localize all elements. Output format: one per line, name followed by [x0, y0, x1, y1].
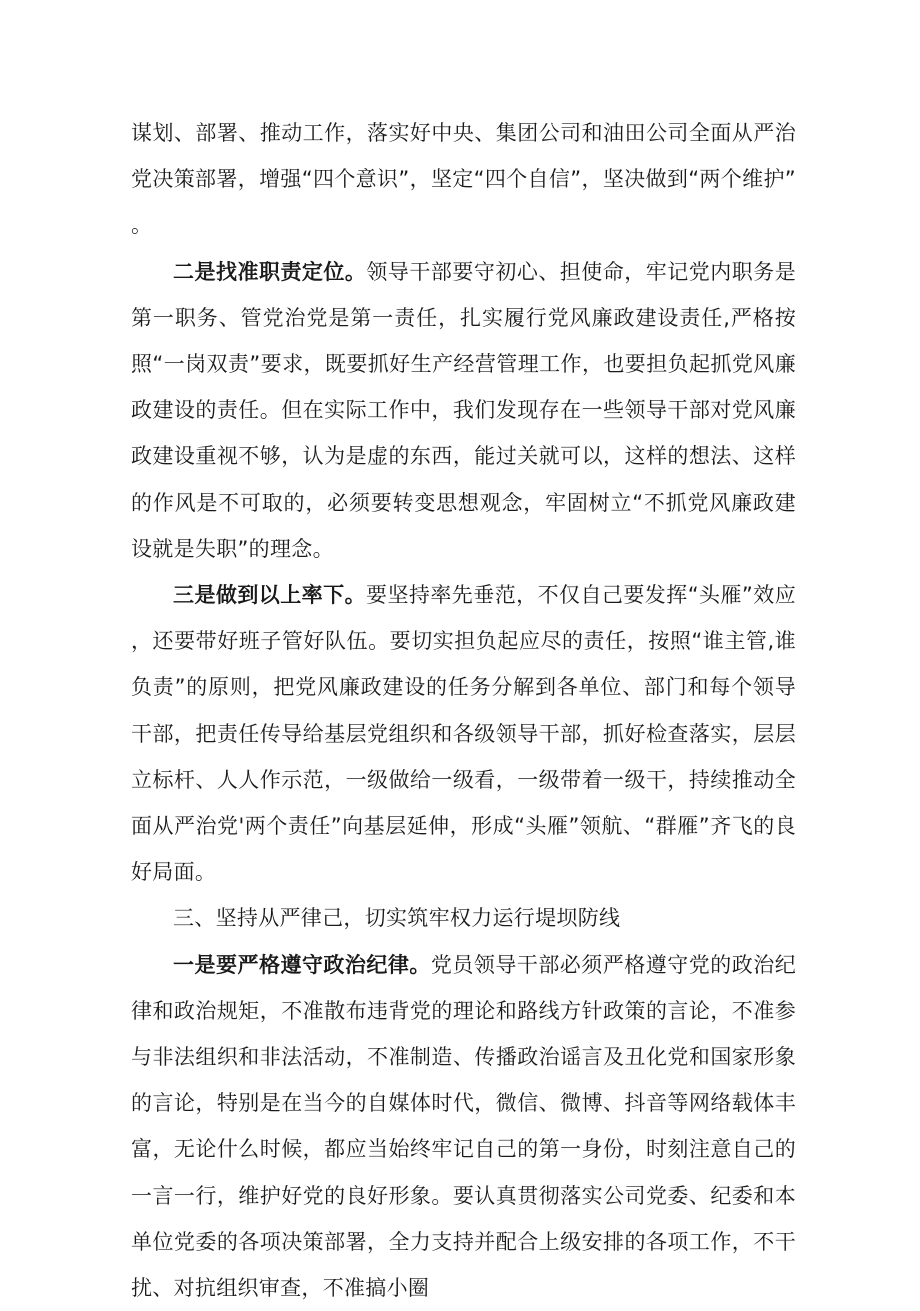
paragraph-text: 要坚持率先垂范，不仅自己要发挥“头雁”效应，还要带好班子管好队伍。要切实担负起应尽的责任，按照“谁主管,谁负责”的原则，把党风廉政建设的任务分解到各单位、部门和每个领导干部，把责任传导给基层党组织和各级领导干部，抓好检查落实，层层立标杆、人人作示范，一级做给一级看，一级带着一级干，持续推动全面从严治党'两个责任”向基层延伸，形成“头雁”领航、“群雁”齐飞的良好局面。 [131, 583, 796, 885]
paragraph-text: 党员领导干部必须严格遵守党的政治纪律和政治规矩，不准散布违背党的理论和路线方针政策的言论，不准参与非法组织和非法活动，不准制造、传播政治谣言及丑化党和国家形象的言论，特别是在当今的自媒体时代，微信、微博、抖音等网络载体丰富，无论什么时候，都应当始终牢记自己的第一身份，时刻注意自己的一言一行，维护好党的良好形象。要认真贯彻落实公司党委、纪委和本单位党委的各项决策部署，全力支持并配合上级安排的各项工作，不干扰、对抗组织审查，不准搞小圈 [131, 952, 796, 1301]
paragraph-continuation [131, 110, 796, 249]
paragraph-lead-by-example [131, 572, 796, 895]
paragraph-text: 谋划、部署、推动工作，落实好中央、集团公司和油田公司全面从严治党决策部署，增强“四个意识”，坚定“四个自信”，坚决做到“两个维护”。 [131, 121, 796, 238]
paragraph-text: 领导干部要守初心、担使命，牢记党内职务是第一职务、管党治党是第一责任，扎实履行党风廉政建设责任,严格按照“一岗双责”要求，既要抓好生产经营管理工作，也要担负起抓党风廉政建设的责任。但在实际工作中，我们发现存在一些领导干部对党风廉政建设重视不够，认为是虚的东西，能过关就可以，这样的想法、这样的作风是不可取的，必须要转变思想观念，牢固树立“不抓党风廉政建设就是失职”的理念。 [131, 259, 796, 561]
section-heading [131, 895, 796, 941]
document-body [131, 110, 796, 1311]
paragraph-lead-heading: 一是要严格遵守政治纪律。 [173, 952, 431, 977]
paragraph-find-duty-position [131, 249, 796, 572]
paragraph-lead-heading: 三是做到以上率下。 [173, 583, 367, 608]
section-heading-text: 三、坚持从严律己，切实筑牢权力运行堤坝防线 [173, 906, 621, 931]
paragraph-lead-heading: 二是找准职责定位。 [173, 259, 367, 284]
paragraph-political-discipline [131, 942, 796, 1311]
